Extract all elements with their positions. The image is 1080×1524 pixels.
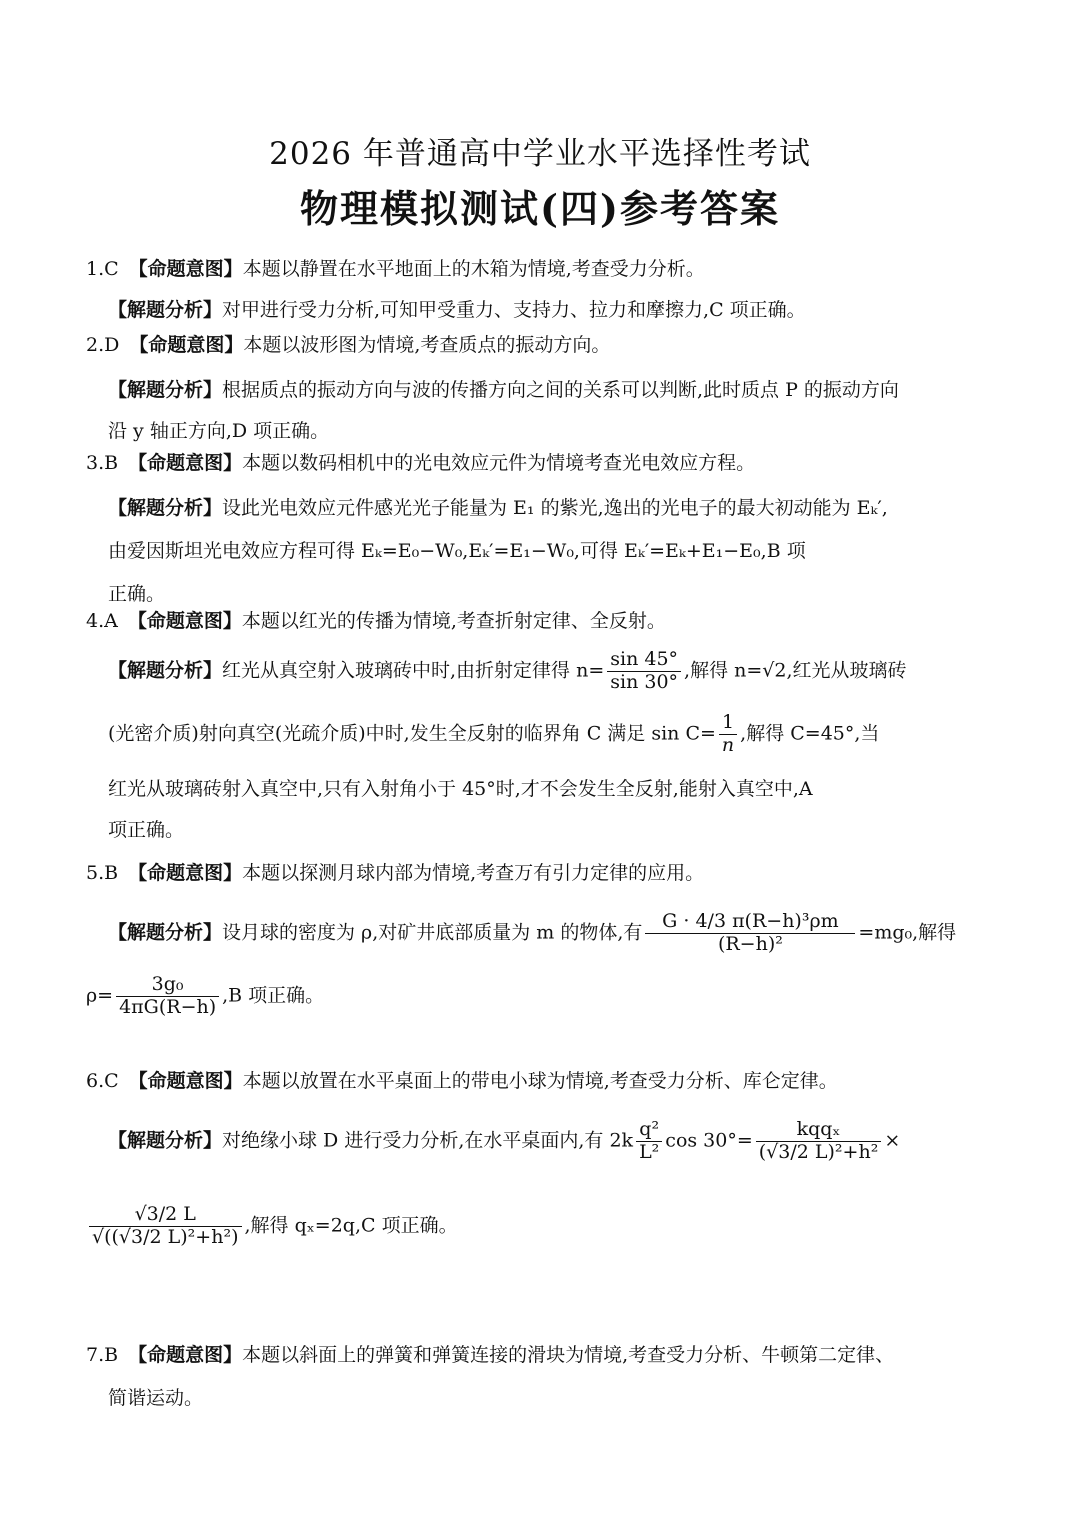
analysis-text-cont: 沿 y 轴正方向,D 项正确。 — [108, 420, 330, 442]
analysis-text: =mg₀,解得 — [858, 921, 957, 944]
intent-text: 本题以放置在水平桌面上的带电小球为情境,考查受力分析、库仑定律。 — [242, 1070, 838, 1092]
analysis-text: ,解得 qₓ=2q,C 项正确。 — [244, 1214, 458, 1237]
answer-item-1 — [86, 254, 1002, 322]
intent-label: 【命题意图】 — [128, 1070, 243, 1092]
intent-label: 【命题意图】 — [127, 610, 242, 632]
intent-label: 【命题意图】 — [128, 862, 243, 884]
density-fraction: $\frac{\text{3g₀}}{4\pi G(R-h)}$ — [116, 974, 219, 1019]
answer-item-2 — [86, 330, 1002, 443]
analysis-text: ,解得 n=√2,红光从玻璃砖 — [684, 659, 907, 682]
analysis-text: ,B 项正确。 — [222, 984, 325, 1007]
critical-angle-fraction: $\frac{1}{n}$ — [719, 712, 737, 757]
item-number: 3.B — [86, 452, 119, 474]
intent-text: 本题以探测月球内部为情境,考查万有引力定律的应用。 — [242, 862, 705, 884]
analysis-text: 红光从真空射入玻璃砖中时,由折射定律得 n= — [222, 659, 605, 682]
analysis-label: 【解题分析】 — [108, 379, 223, 401]
analysis-text: 对绝缘小球 D 进行受力分析,在水平桌面内,有 2k — [222, 1129, 634, 1152]
analysis-label: 【解题分析】 — [108, 1129, 223, 1152]
item-number: 4.A — [86, 610, 118, 632]
answer-item-3 — [86, 448, 1002, 606]
analysis-label: 【解题分析】 — [108, 659, 223, 682]
component-fraction: $\frac{√3/2 L}{\text{√((√3/2 L)²+h²)}}$ — [89, 1204, 242, 1249]
intent-text: 本题以数码相机中的光电效应元件为情境考查光电效应方程。 — [242, 452, 756, 474]
intent-text-cont: 简谐运动。 — [108, 1387, 204, 1409]
refraction-fraction: $\frac{\sin 45^\circ}{\sin 30^\circ}$ — [607, 649, 681, 694]
analysis-label: 【解题分析】 — [108, 921, 223, 944]
analysis-text: (光密介质)射向真空(光疏介质)中时,发生全反射的临界角 C 满足 sin C= — [108, 722, 716, 745]
item-number: 6.C — [86, 1070, 119, 1092]
answer-item-5 — [86, 858, 1002, 1018]
analysis-text: cos 30°= — [665, 1129, 753, 1152]
intent-label: 【命题意图】 — [128, 452, 243, 474]
intent-label: 【命题意图】 — [128, 258, 243, 280]
intent-label: 【命题意图】 — [128, 1344, 243, 1366]
answer-item-6 — [86, 1066, 1002, 1248]
item-number: 7.B — [86, 1344, 119, 1366]
analysis-label: 【解题分析】 — [108, 299, 223, 321]
item-number: 2.D — [86, 334, 120, 356]
analysis-text: 设月球的密度为 ρ,对矿井底部质量为 m 的物体,有 — [222, 921, 643, 944]
intent-label: 【命题意图】 — [129, 334, 244, 356]
analysis-text-cont: 由爱因斯坦光电效应方程可得 Eₖ=E₀−W₀,Eₖ′=E₁−W₀,可得 Eₖ′=Eₖ+E₁−E₀,B 项 — [108, 540, 806, 562]
exam-title: 2026 年普通高中学业水平选择性考试 — [269, 136, 811, 172]
analysis-text-cont: 红光从玻璃砖射入真空中,只有入射角小于 45°时,才不会发生全反射,能射入真空中,A — [108, 778, 813, 801]
analysis-text: 设此光电效应元件感光光子能量为 E₁ 的紫光,逸出的光电子的最大初动能为 Eₖ′, — [222, 497, 888, 519]
item-number: 1.C — [86, 258, 119, 280]
analysis-text-cont: 项正确。 — [108, 819, 185, 842]
analysis-label: 【解题分析】 — [108, 497, 223, 519]
coulomb-fraction: $\frac{\text{q²}}{\text{L²}}$ — [636, 1119, 662, 1164]
analysis-text: 对甲进行受力分析,可知甲受重力、支持力、拉力和摩擦力,C 项正确。 — [222, 299, 806, 321]
force-fraction: $\frac{\text{kqqₓ}}{\text{(√3/2 L)²+h²}}$ — [756, 1119, 882, 1164]
analysis-text: × — [884, 1129, 901, 1152]
answer-item-4 — [86, 606, 1002, 842]
intent-text: 本题以红光的传播为情境,考查折射定律、全反射。 — [241, 610, 666, 632]
intent-text: 本题以静置在水平地面上的木箱为情境,考查受力分析。 — [242, 258, 705, 280]
analysis-text: ,解得 C=45°,当 — [740, 722, 880, 745]
intent-text: 本题以斜面上的弹簧和弹簧连接的滑块为情境,考查受力分析、牛顿第二定律、 — [242, 1344, 895, 1366]
analysis-text: ρ= — [86, 984, 114, 1007]
answer-item-7 — [86, 1340, 1002, 1410]
analysis-text: 根据质点的振动方向与波的传播方向之间的关系可以判断,此时质点 P 的振动方向 — [222, 379, 899, 401]
gravity-fraction: $\frac{\text{G · 4/3 π(R−h)³ρm}}{\text{(R−h)²}}$ — [645, 911, 855, 956]
item-number: 5.B — [86, 862, 119, 884]
answer-title: 物理模拟测试(四)参考答案 — [300, 186, 780, 231]
intent-text: 本题以波形图为情境,考查质点的振动方向。 — [243, 334, 611, 356]
analysis-text-cont: 正确。 — [108, 583, 166, 605]
